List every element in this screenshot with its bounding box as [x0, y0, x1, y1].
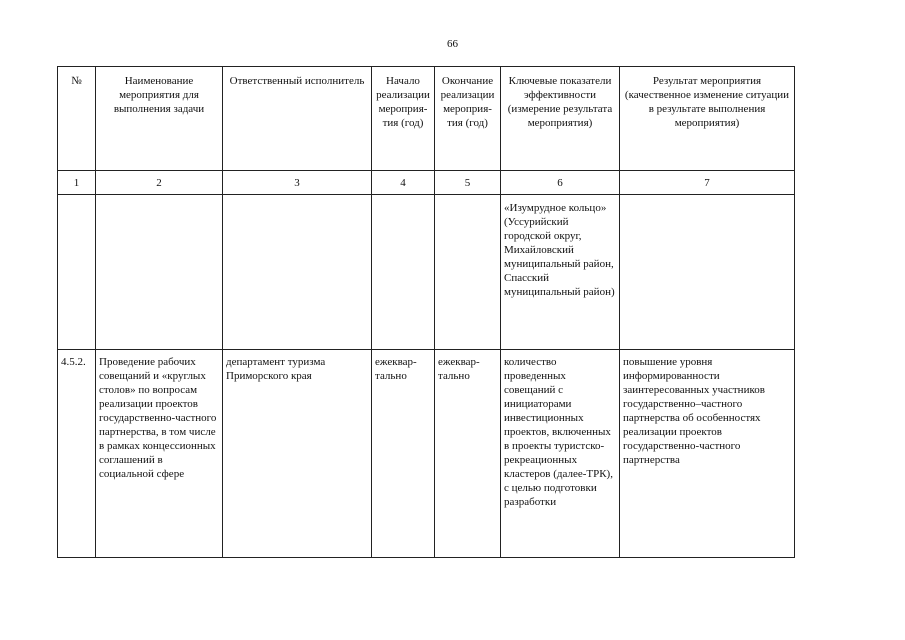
header-responsible: Ответственный исполнитель — [223, 67, 372, 171]
column-number: 4 — [372, 171, 435, 195]
table-cell — [620, 195, 795, 350]
column-number: 2 — [96, 171, 223, 195]
header-end: Окончание реализации мероприя-тия (год) — [435, 67, 501, 171]
result-cell: повышение уровня информированности заинтересованных участников государственно–частного партнерства об особенностях реализации проектов государственно-частного партнерства — [620, 350, 795, 558]
continuation-row — [58, 195, 795, 350]
measures-table — [57, 66, 795, 558]
header-result: Результат мероприятия (качественное изменение ситуации в результате выполнения мероприятия) — [620, 67, 795, 171]
header-row — [58, 67, 795, 171]
table-row — [58, 350, 795, 558]
table-cell — [96, 195, 223, 350]
header-start: Начало реализации мероприя-тия (год) — [372, 67, 435, 171]
header-kpi: Ключевые показатели эффективности (измерение результата мероприятия) — [501, 67, 620, 171]
end-cell: ежеквар-тально — [435, 350, 501, 558]
header-number: № — [58, 67, 96, 171]
table-cell — [372, 195, 435, 350]
table-cell — [58, 195, 96, 350]
kpi-cell: количество проведенных совещаний с инициаторами инвестиционных проектов, включенных в проекты туристско-рекреационных кластеров (далее-ТРК), с целью подготовки разработки — [501, 350, 620, 558]
column-number: 6 — [501, 171, 620, 195]
table-cell — [435, 195, 501, 350]
header-measure-name: Наименование мероприятия для выполнения задачи — [96, 67, 223, 171]
start-cell: ежеквар-тально — [372, 350, 435, 558]
column-number: 7 — [620, 171, 795, 195]
kpi-cell: «Изумрудное кольцо» (Уссурийский городской округ, Михайловский муниципальный район, Спасский муниципальный район) — [501, 195, 620, 350]
column-number: 1 — [58, 171, 96, 195]
table-cell — [223, 195, 372, 350]
item-number: 4.5.2. — [58, 350, 96, 558]
column-number-row — [58, 171, 795, 195]
responsible-cell: департамент туризма Приморского края — [223, 350, 372, 558]
column-number: 3 — [223, 171, 372, 195]
measure-name-cell: Проведение рабочих совещаний и «круглых столов» по вопросам реализации проектов государственно-частного партнерства, в том числе в рамках концессионных соглашений в социальной сфере — [96, 350, 223, 558]
page-number: 66 — [447, 38, 458, 50]
column-number: 5 — [435, 171, 501, 195]
